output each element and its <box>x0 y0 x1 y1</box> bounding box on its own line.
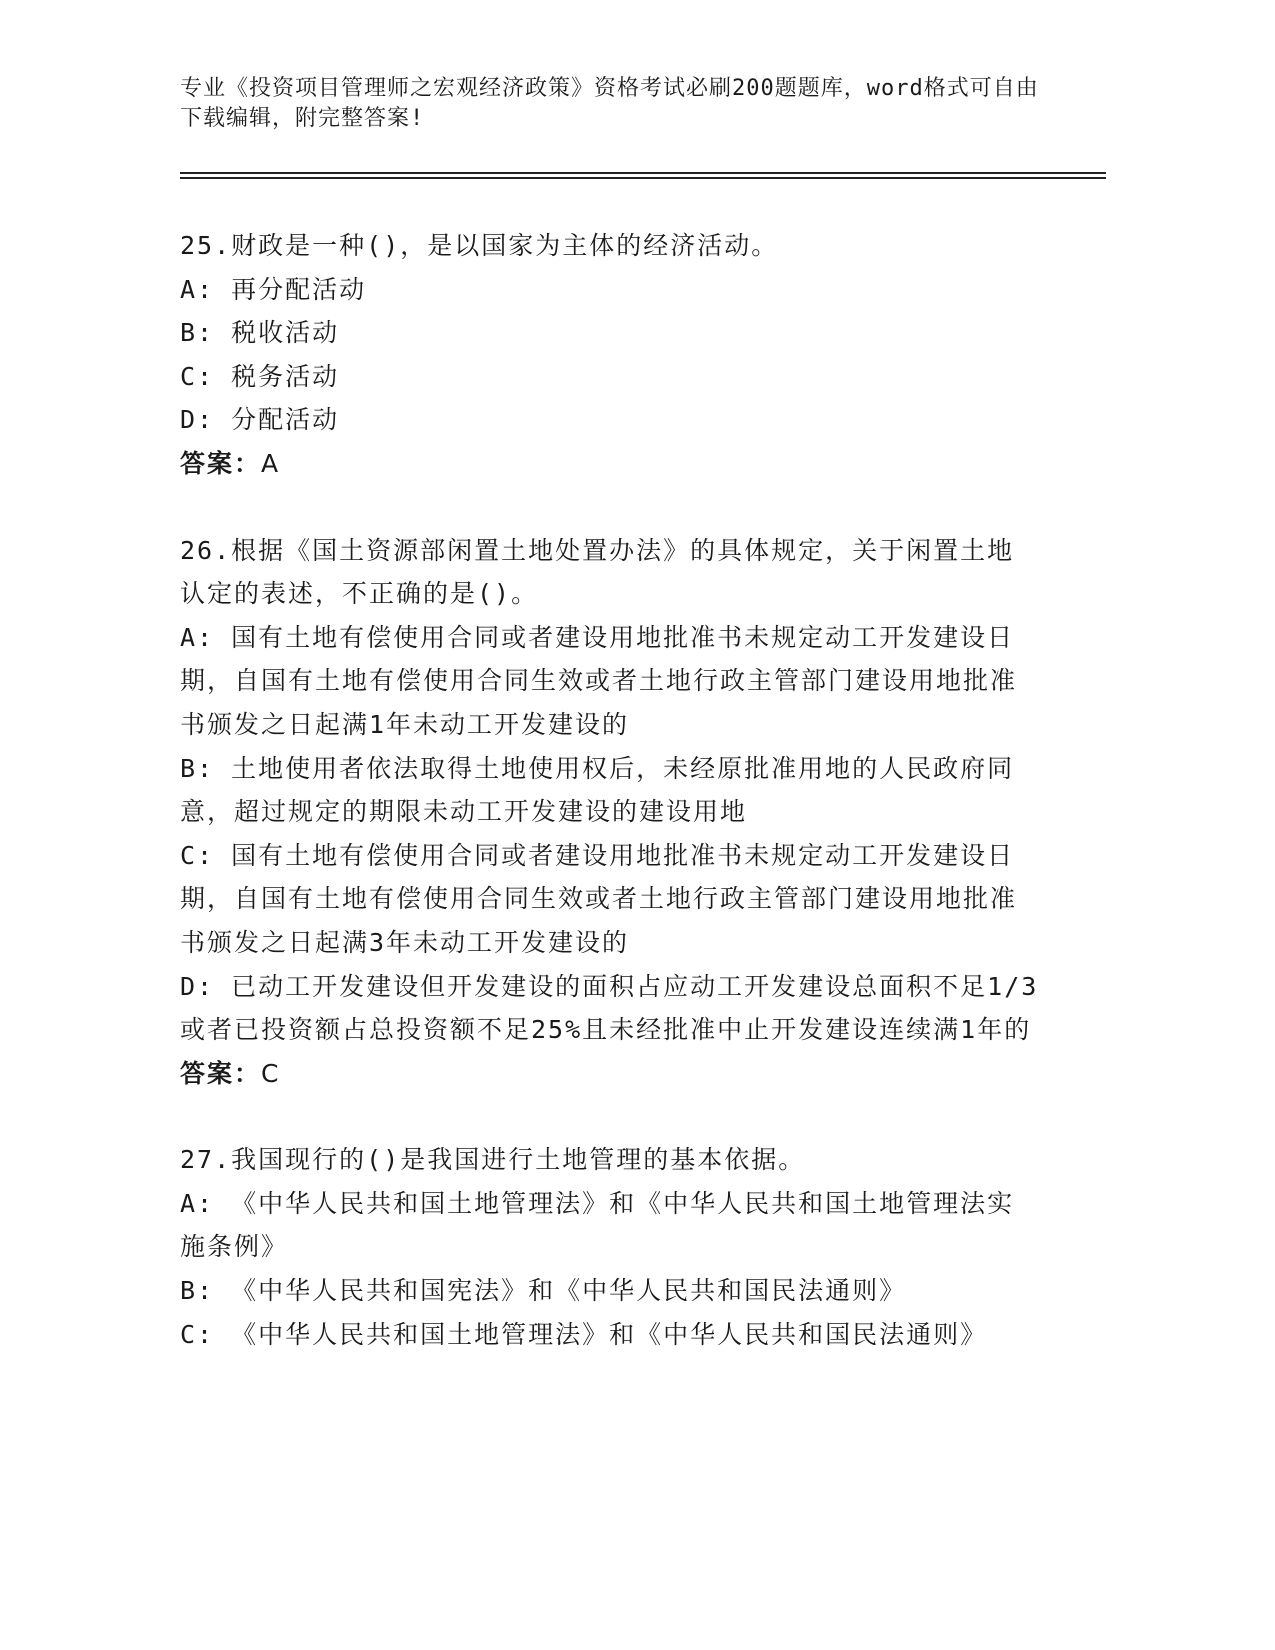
question-stem: 27.我国现行的()是我国进行土地管理的基本依据。 <box>180 1145 806 1175</box>
header-text: 专业《投资项目管理师之宏观经济政策》资格考试必刷200题题库，word格式可自由下载编辑，附完整答案! <box>180 76 1039 131</box>
header-divider-bottom <box>180 177 1106 179</box>
question-stem: 25.财政是一种()，是以国家为主体的经济活动。 <box>180 231 779 260</box>
question-stem: 26.根据《国土资源部闲置土地处置办法》的具体规定，关于闲置土地认定的表述，不正确的是()。 <box>180 535 1015 609</box>
option-b: B: 《中华人民共和国宪法》和《中华人民共和国民法通则》 <box>180 1276 907 1306</box>
question-list <box>180 224 1040 1399</box>
answer-value: C <box>261 1058 281 1088</box>
question-25 <box>180 224 1040 486</box>
answer-label: 答案： <box>180 1058 262 1088</box>
question-27 <box>180 1138 1040 1356</box>
option-b: B: 土地使用者依法取得土地使用权后，未经原批准用地的人民政府同意，超过规定的期限未动工开发建设的建设用地 <box>180 753 1015 827</box>
document-header <box>180 74 1040 134</box>
option-c: C: 税务活动 <box>180 361 340 391</box>
header-divider-top <box>180 172 1106 174</box>
option-a: A: 《中华人民共和国土地管理法》和《中华人民共和国土地管理法实施条例》 <box>180 1188 1015 1262</box>
option-c: C: 《中华人民共和国土地管理法》和《中华人民共和国民法通则》 <box>180 1319 988 1349</box>
option-d: D: 分配活动 <box>180 405 340 435</box>
option-d: D: 已动工开发建设但开发建设的面积占应动工开发建设总面积不足1/3或者已投资额占总投资额不足25%且未经批准中止开发建设连续满1年的 <box>180 971 1039 1045</box>
option-c: C: 国有土地有偿使用合同或者建设用地批准书未规定动工开发建设日期，自国有土地有偿使用合同生效或者土地行政主管部门建设用地批准书颁发之日起满3年未动工开发建设的 <box>180 840 1018 957</box>
question-26 <box>180 529 1040 1096</box>
option-a: A: 再分配活动 <box>180 274 367 304</box>
answer-value: A <box>261 448 281 478</box>
answer-line <box>180 1052 1040 1096</box>
answer-line <box>180 442 1040 486</box>
option-a: A: 国有土地有偿使用合同或者建设用地批准书未规定动工开发建设日期，自国有土地有偿使用合同生效或者土地行政主管部门建设用地批准书颁发之日起满1年未动工开发建设的 <box>180 622 1018 739</box>
option-b: B: 税收活动 <box>180 318 340 348</box>
answer-label: 答案： <box>180 448 262 478</box>
